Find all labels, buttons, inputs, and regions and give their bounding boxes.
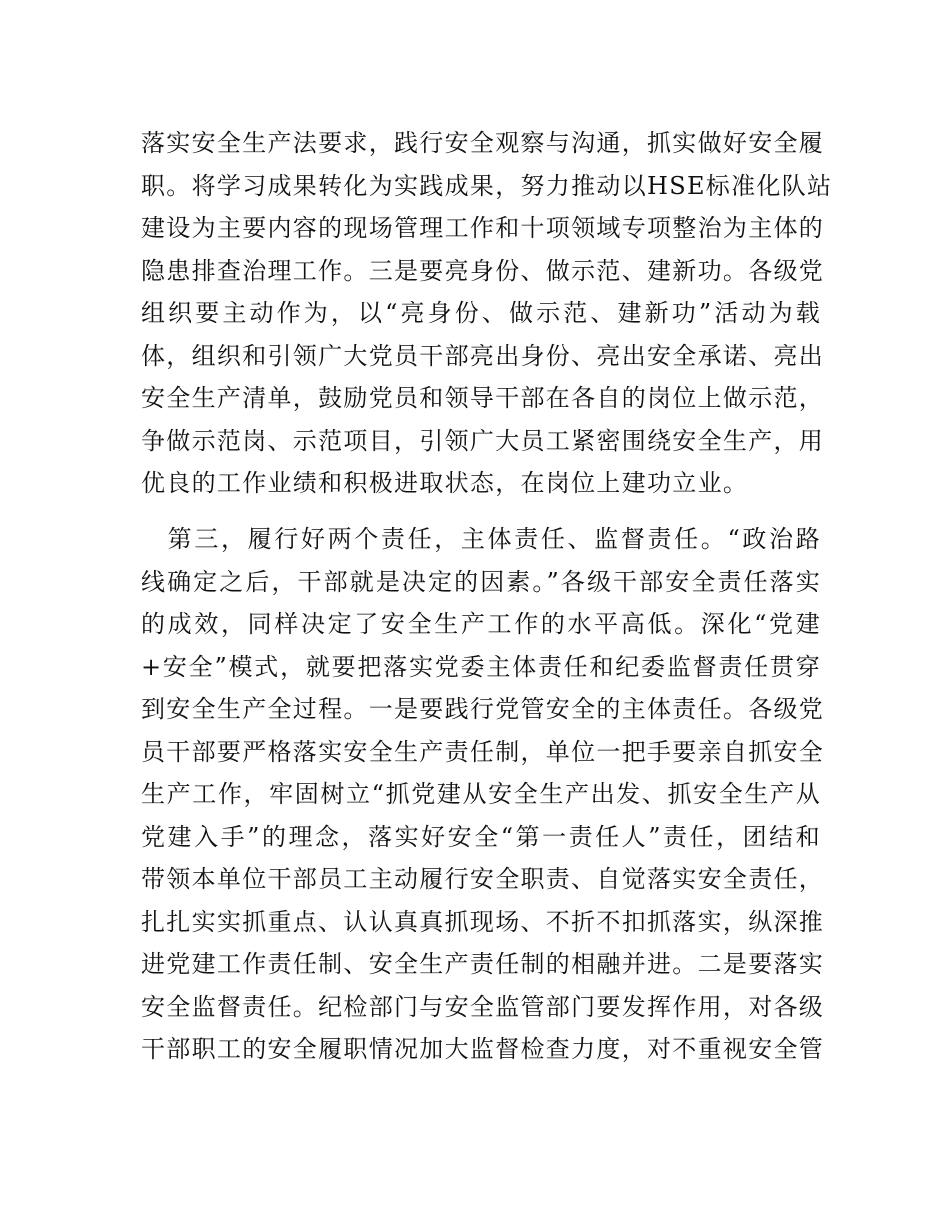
- text-line: 安全生产清单，鼓励党员和领导干部在各自的岗位上做示范，: [141, 384, 825, 412]
- text-line: 第三，履行好两个责任，主体责任、监督责任。“政治路: [141, 525, 821, 553]
- text-line: 进党建工作责任制、安全生产责任制的相融并进。二是要落实: [141, 950, 825, 978]
- text-line: 员干部要严格落实安全生产责任制，单位一把手要亲自抓安全: [141, 737, 825, 766]
- text-line: 扎扎实实抓重点、认认真真抓现场、不折不扣抓落实，纵深推: [141, 907, 825, 936]
- text-line: 带领本单位干部员工主动履行安全职责、自觉落实安全责任，: [141, 865, 825, 893]
- paragraph-2: [141, 518, 825, 1071]
- text-line: 优良的工作业绩和积极进取状态，在岗位上建功立业。: [141, 469, 749, 497]
- text-line: +安全”模式，就要把落实党委主体责任和纪委监督责任贯穿: [141, 652, 821, 681]
- text-line: 组织要主动作为，以“亮身份、做示范、建新功”活动为载: [141, 299, 821, 327]
- text-line: 党建入手”的理念，落实好安全“第一责任人”责任，团结和: [141, 822, 821, 851]
- text-line: 隐患排查治理工作。三是要亮身份、做示范、建新功。各级党: [141, 256, 825, 285]
- text-line: 体，组织和引领广大党员干部亮出身份、亮出安全承诺、亮出: [141, 341, 825, 370]
- text-line: 职。将学习成果转化为实践成果，努力推动以HSE标准化队站: [141, 171, 833, 200]
- text-line: 的成效，同样决定了安全生产工作的水平高低。深化“党建: [141, 610, 821, 638]
- text-line: 生产工作，牢固树立“抓党建从安全生产出发、抓安全生产从: [141, 780, 821, 808]
- text-line: 到安全生产全过程。一是要践行党管安全的主体责任。各级党: [141, 695, 825, 723]
- text-line: 争做示范岗、示范项目，引领广大员工紧密围绕安全生产，用: [141, 426, 825, 455]
- text-line: 落实安全生产法要求，践行安全观察与沟通，抓实做好安全履: [141, 129, 825, 157]
- text-line: 建设为主要内容的现场管理工作和十项领域专项整治为主体的: [141, 214, 825, 242]
- text-line: 干部职工的安全履职情况加大监督检查力度，对不重视安全管: [141, 1035, 825, 1063]
- paragraph-1: [141, 122, 833, 505]
- text-line: 安全监督责任。纪检部门与安全监管部门要发挥作用，对各级: [141, 992, 825, 1021]
- text-line: 线确定之后，干部就是决定的因素。”各级干部安全责任落实: [141, 567, 821, 596]
